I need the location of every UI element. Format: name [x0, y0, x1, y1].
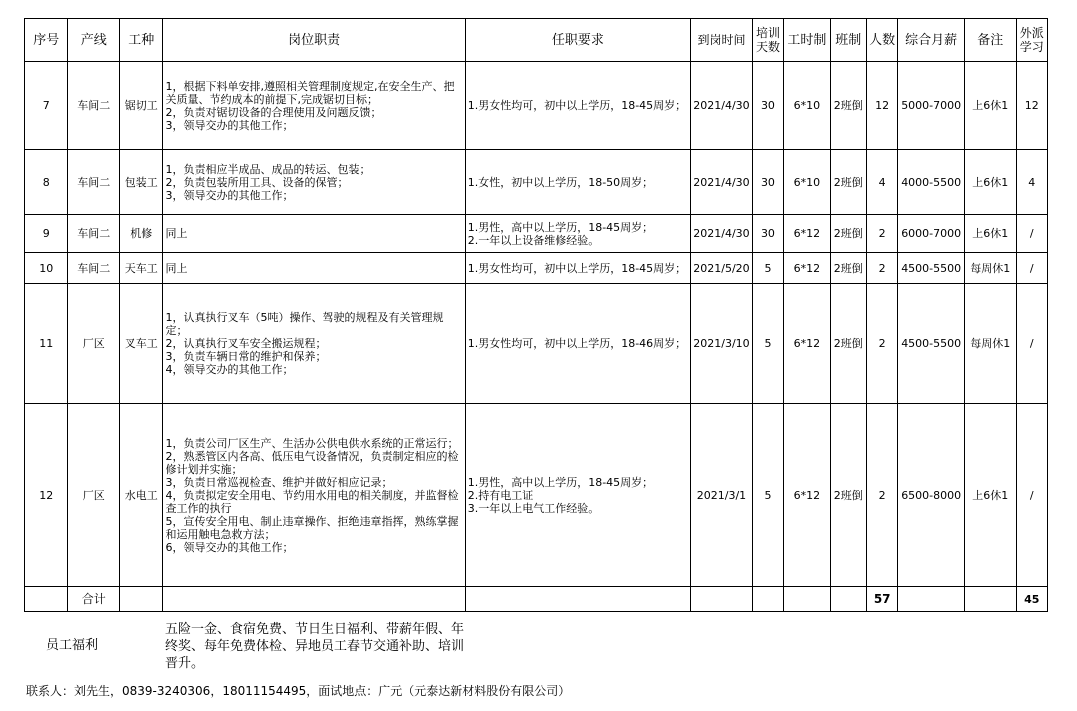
cell-salary: 5000-7000 [898, 62, 965, 150]
duty-line: 1，根据下料单安排,遵照相关管理制度规定,在安全生产、把关质量、节约成本的前提下,完成锯切目标； [165, 79, 455, 106]
req-line: 2.持有电工证 [467, 488, 534, 502]
duty-line: 6，领导交办的其他工作； [165, 540, 294, 554]
duty-line: 3，领导交办的其他工作； [165, 118, 294, 132]
cell-salary: 6000-7000 [898, 215, 965, 253]
cell-hours: 6*12 [784, 404, 831, 587]
table-header-row [25, 19, 1048, 62]
table-row [25, 215, 1048, 253]
cell-req [465, 253, 690, 284]
cell-salary: 4500-5500 [898, 284, 965, 404]
req-line: 1.男性，高中以上学历，18-45周岁； [467, 220, 654, 234]
header-ext [1016, 19, 1047, 62]
duty-line: 3，领导交办的其他工作； [165, 188, 294, 202]
cell-date: 2021/4/30 [691, 62, 753, 150]
cell-hours: 6*12 [784, 253, 831, 284]
cell-shift: 2班倒 [830, 253, 866, 284]
duty-line: 4，负责拟定安全用电、节约用水用电的相关制度，并监督检查工作的执行 [165, 488, 459, 515]
job-table [24, 18, 1048, 612]
header-seq: 序号 [25, 19, 68, 62]
header-line: 产线 [68, 19, 120, 62]
cell-count: 2 [867, 215, 898, 253]
header-train [752, 19, 783, 62]
cell-seq: 11 [25, 284, 68, 404]
cell-train: 30 [752, 62, 783, 150]
cell-ext: / [1016, 284, 1047, 404]
cell-note: 上6休1 [965, 404, 1017, 587]
cell-ext: 12 [1016, 62, 1047, 150]
duty-line: 5，宣传安全用电、制止违章操作、拒绝违章指挥，熟练掌握和运用触电急救方法； [165, 514, 459, 541]
cell-job: 叉车工 [120, 284, 163, 404]
cell-note: 上6休1 [965, 62, 1017, 150]
cell-count: 2 [867, 253, 898, 284]
cell-req [465, 150, 690, 215]
cell-date: 2021/3/1 [691, 404, 753, 587]
cell-job: 锯切工 [120, 62, 163, 150]
cell-train: 5 [752, 253, 783, 284]
cell-line: 车间二 [68, 215, 120, 253]
cell-note: 每周休1 [965, 253, 1017, 284]
duty-line: 1，认真执行叉车（5吨）操作、驾驶的规程及有关管理规定； [165, 311, 444, 337]
duty-line: 3，负责日常巡视检查、维护并做好相应记录； [165, 475, 393, 489]
total-empty [691, 587, 753, 612]
cell-shift: 2班倒 [830, 284, 866, 404]
req-line: 2.一年以上设备维修经验。 [467, 233, 600, 247]
header-ext-line2: 学习 [1019, 40, 1044, 54]
cell-note: 上6休1 [965, 215, 1017, 253]
header-count: 人数 [867, 19, 898, 62]
req-line: 1.男女性均可，初中以上学历，18-45周岁； [467, 99, 687, 112]
cell-duty [163, 150, 465, 215]
duty-line: 1，负责相应半成品、成品的转运、包装； [165, 162, 371, 176]
cell-duty [163, 284, 465, 404]
cell-train: 30 [752, 215, 783, 253]
header-salary: 综合月薪 [898, 19, 965, 62]
cell-ext: / [1016, 253, 1047, 284]
cell-date: 2021/4/30 [691, 150, 753, 215]
cell-count: 4 [867, 150, 898, 215]
duty-line: 3，负责车辆日常的维护和保养； [165, 350, 327, 363]
cell-date: 2021/5/20 [691, 253, 753, 284]
cell-line: 车间二 [68, 150, 120, 215]
cell-shift: 2班倒 [830, 215, 866, 253]
cell-salary: 4000-5500 [898, 150, 965, 215]
total-count: 57 [867, 587, 898, 612]
req-line: 3.一年以上电气工作经验。 [467, 501, 600, 515]
req-line: 1.男女性均可，初中以上学历，18-45周岁； [467, 261, 687, 275]
header-train-line2: 天数 [755, 40, 780, 54]
cell-job: 包装工 [120, 150, 163, 215]
cell-shift: 2班倒 [830, 404, 866, 587]
total-empty [120, 587, 163, 612]
cell-hours: 6*10 [784, 150, 831, 215]
cell-req [465, 215, 690, 253]
table-row [25, 284, 1048, 404]
cell-hours: 6*12 [784, 215, 831, 253]
duty-line: 同上 [165, 261, 188, 275]
welfare-text: 五险一金、食宿免费、节日生日福利、带薪年假、年终奖、每年免费体检、异地员工春节交通补助、培训晋升。 [165, 622, 465, 671]
cell-salary: 4500-5500 [898, 253, 965, 284]
cell-duty [163, 404, 465, 587]
cell-ext: / [1016, 404, 1047, 587]
total-ext: 45 [1016, 587, 1047, 612]
cell-hours: 6*10 [784, 62, 831, 150]
total-empty [784, 587, 831, 612]
cell-req [465, 62, 690, 150]
duty-line: 1，负责公司厂区生产、生活办公供电供水系统的正常运行； [165, 436, 459, 450]
total-empty [465, 587, 690, 612]
total-empty [830, 587, 866, 612]
cell-duty [163, 253, 465, 284]
total-empty [898, 587, 965, 612]
cell-duty [163, 62, 465, 150]
cell-line: 车间二 [68, 253, 120, 284]
cell-date: 2021/3/10 [691, 284, 753, 404]
table-row [25, 253, 1048, 284]
cell-ext: / [1016, 215, 1047, 253]
cell-line: 车间二 [68, 62, 120, 150]
cell-count: 2 [867, 284, 898, 404]
header-train-line1: 培训 [755, 26, 780, 40]
total-empty [752, 587, 783, 612]
total-empty [965, 587, 1017, 612]
cell-count: 2 [867, 404, 898, 587]
cell-seq: 10 [25, 253, 68, 284]
header-note: 备注 [965, 19, 1017, 62]
cell-train: 5 [752, 284, 783, 404]
table-row [25, 150, 1048, 215]
total-row [25, 587, 1048, 612]
header-ext-line1: 外派 [1019, 26, 1044, 40]
duty-line: 2，负责对锯切设备的合理使用及问题反馈； [165, 105, 382, 119]
cell-job: 机修 [120, 215, 163, 253]
cell-count: 12 [867, 62, 898, 150]
duty-line: 2，认真执行叉车安全搬运规程； [165, 337, 327, 350]
cell-train: 30 [752, 150, 783, 215]
req-line: 1.女性，初中以上学历，18-50周岁； [467, 175, 654, 189]
cell-note: 上6休1 [965, 150, 1017, 215]
cell-date: 2021/4/30 [691, 215, 753, 253]
table-row [25, 404, 1048, 587]
cell-line: 厂区 [68, 284, 120, 404]
req-line: 1.男性，高中以上学历，18-45周岁； [467, 475, 654, 489]
cell-job: 水电工 [120, 404, 163, 587]
cell-ext: 4 [1016, 150, 1047, 215]
cell-seq: 8 [25, 150, 68, 215]
req-line: 1.男女性均可，初中以上学历，18-46周岁； [467, 337, 687, 350]
duty-line: 2，熟悉管区内各高、低压电气设备情况，负责制定相应的检修计划并实施； [165, 449, 459, 476]
header-hours: 工时制 [784, 19, 831, 62]
duty-line: 同上 [165, 227, 188, 240]
duty-line: 2，负责包装所用工具、设备的保管； [165, 175, 349, 189]
total-empty [25, 587, 68, 612]
header-shift: 班制 [830, 19, 866, 62]
cell-train: 5 [752, 404, 783, 587]
cell-hours: 6*12 [784, 284, 831, 404]
cell-note: 每周休1 [965, 284, 1017, 404]
cell-job: 天车工 [120, 253, 163, 284]
header-req: 任职要求 [465, 19, 690, 62]
cell-seq: 9 [25, 215, 68, 253]
header-job: 工种 [120, 19, 163, 62]
cell-shift: 2班倒 [830, 150, 866, 215]
cell-shift: 2班倒 [830, 62, 866, 150]
total-label: 合计 [68, 587, 120, 612]
header-date: 到岗时间 [691, 19, 753, 62]
cell-req [465, 404, 690, 587]
cell-salary: 6500-8000 [898, 404, 965, 587]
header-duty: 岗位职责 [163, 19, 465, 62]
cell-line: 厂区 [68, 404, 120, 587]
welfare-label: 员工福利 [46, 638, 99, 653]
cell-req [465, 284, 690, 404]
cell-duty [163, 215, 465, 253]
cell-seq: 12 [25, 404, 68, 587]
total-empty [163, 587, 465, 612]
duty-line: 4，领导交办的其他工作； [165, 363, 294, 376]
cell-seq: 7 [25, 62, 68, 150]
contact-info: 联系人：刘先生，0839-3240306，18011154495，面试地点：广元（元泰达新材料股份有限公司） [26, 684, 571, 698]
table-row [25, 62, 1048, 150]
